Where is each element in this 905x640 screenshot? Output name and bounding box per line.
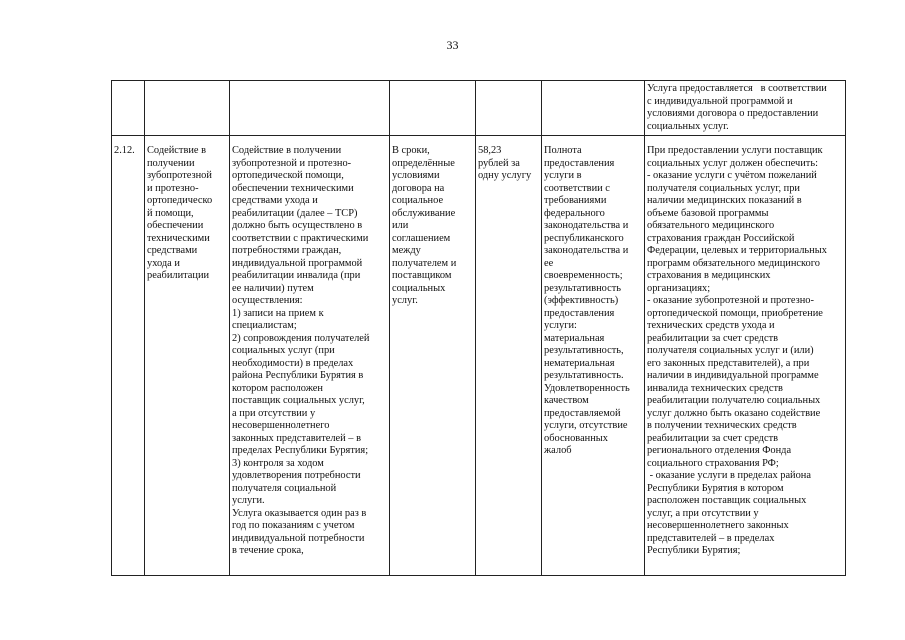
cell-description: Содействие в получении зубопротезной и протезно- ортопедической помощи, обеспечении техническими средствами ухода и реабилитации (далее – ТСР) должно быть осуществлено в соответствии с практическими потребностями граждан, индивидуальной программой реабилитации инвалида (при ее наличии) путем осуществления: 1) записи на прием к специалистам; 2) сопровождения получателей социальных услуг (при необходимости) в пределах района Республики Бурятия в котором расположен поставщик социальных услуг, а при отсутствии у несовершеннолетнего законных представителей – в пределах Республики Бурятия; 3) контроля за ходом удовлетворения потребности получателя социальной услуги. Услуга оказывается один раз в год по показаниям с учетом индивидуальной потребности в течение срока,	[230, 136, 390, 576]
table-row	[112, 81, 846, 136]
cell-service-name-empty	[145, 81, 230, 136]
cell-number: 2.12.	[112, 136, 145, 576]
cell-service-name: Содействие в получении зубопротезной и протезно- ортопедическо й помощи, обеспечении техническими средствами ухода и реабилитации	[145, 136, 230, 576]
cell-number-empty	[112, 81, 145, 136]
cell-term: В сроки, определённые условиями договора на социальное обслуживание или соглашением между получателем и поставщиком социальных услуг.	[390, 136, 476, 576]
cell-quality-indicators: Полнота предоставления услуги в соответствии с требованиями федерального законодательства и республиканского законодательства и ее своевременность; результативность (эффективность) предоставления услуги: материальная результативность, нематериальная результативность. Удовлетворенность качеством предоставляемой услуги, отсутствие обоснованных жалоб	[542, 136, 645, 576]
cell-description-empty	[230, 81, 390, 136]
cell-conditions: Услуга предоставляется в соответствии с индивидуальной программой и условиями договора о предоставлении социальных услуг.	[645, 81, 846, 136]
cell-term-empty	[390, 81, 476, 136]
cell-conditions: При предоставлении услуги поставщик социальных услуг должен обеспечить: - оказание услуги с учётом пожеланий получателя социальных услуг, при наличии медицинских показаний в объеме базовой программы обязательного медицинского страхования граждан Российской Федерации, целевых и территориальных программ обязательного медицинского страхования в медицинских организациях; - оказание зубопротезной и протезно- ортопедической помощи, приобретение технических средств ухода и реабилитации за счет средств получателя социальных услуг и (или) его законных представителей), а при наличии в индивидуальной программе инвалида технических средств реабилитации получателю социальных услуг должно быть оказано содействие в получении технических средств реабилитации за счет средств регионального отделения Фонда социального страхования РФ; - оказание услуги в пределах района Республики Бурятия в котором расположен поставщик социальных услуг, а при отсутствии у несовершеннолетнего законных представителей – в пределах Республики Бурятия;	[645, 136, 846, 576]
cell-tariff-empty	[476, 81, 542, 136]
cell-quality-empty	[542, 81, 645, 136]
table-row	[112, 136, 846, 576]
page-number: 33	[446, 38, 459, 52]
cell-tariff: 58,23 рублей за одну услугу	[476, 136, 542, 576]
services-table	[111, 80, 846, 576]
